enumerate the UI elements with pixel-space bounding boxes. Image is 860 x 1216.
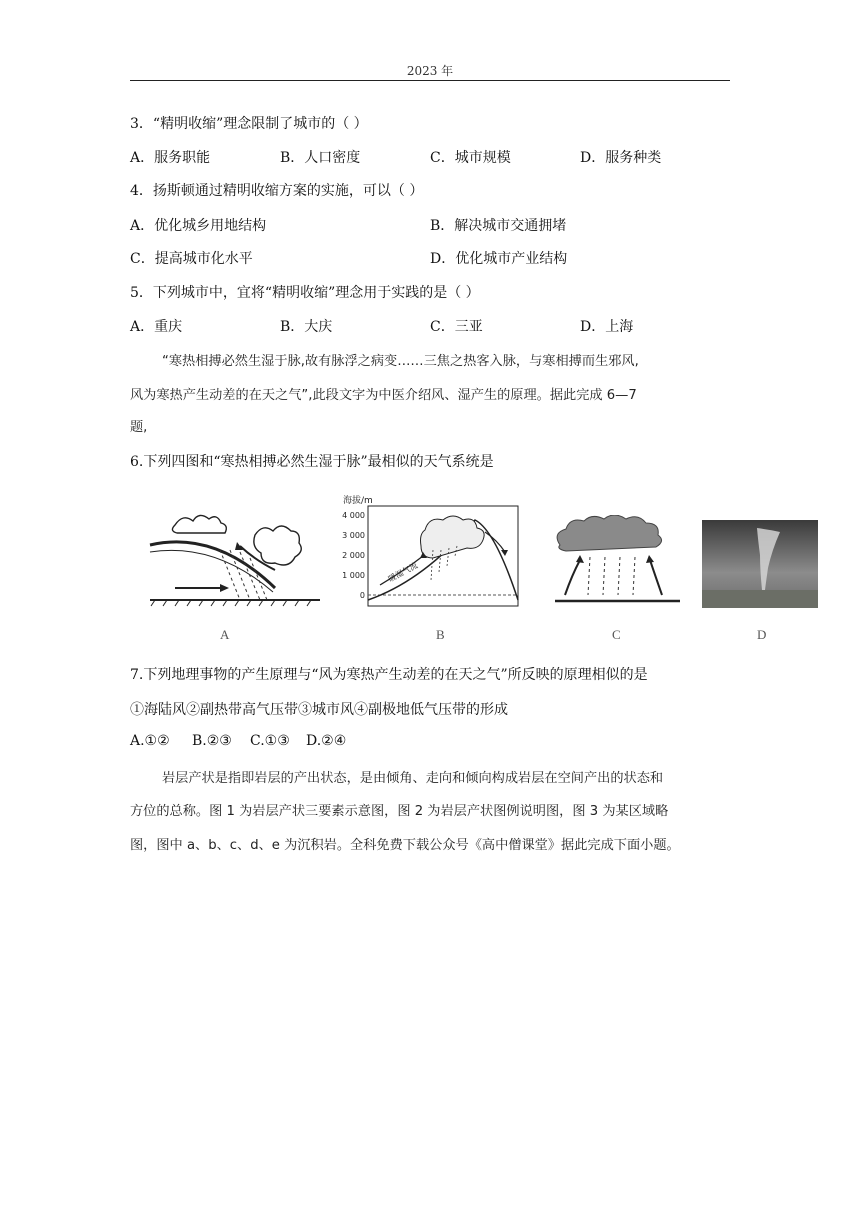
q3-option-c: C．城市规模 [430, 150, 511, 166]
q3-option-b: B．人口密度 [280, 150, 361, 166]
passage1-line3: 题, [130, 420, 148, 435]
figure-b-ylabel: 海拔/m [343, 496, 373, 506]
figure-b-tick: 2 000 [342, 551, 365, 560]
q7-option-c: C.①③ [250, 733, 290, 749]
figure-c-convection [550, 515, 685, 610]
q5-option-c: C．三亚 [430, 319, 483, 335]
figure-b-airflow-label: 暖湿气流 [386, 560, 420, 584]
page-header: 2023 年 [406, 64, 454, 78]
passage2-line3: 图，图中 a、b、c、d、e 为沉积岩。全科免费下载公众号《高中僧课堂》据此完成下面小题。 [130, 838, 680, 853]
q7-stem: 7.下列地理事物的产生原理与“风为寒热产生动差的在天之气”所反映的原理相似的是 [130, 667, 648, 683]
passage1-line2: 风为寒热产生动差的在天之气”,此段文字为中医介绍风、湿产生的原理。据此完成 6—7 [130, 388, 637, 403]
q3-option-d: D．服务种类 [580, 150, 662, 166]
figure-c-label: C [612, 627, 621, 642]
q4-stem: 4．扬斯顿通过精明收缩方案的实施，可以（ ） [130, 183, 424, 199]
q4-option-c: C．提高城市化水平 [130, 251, 253, 267]
figure-b-tick: 4 000 [342, 511, 365, 520]
figure-b-label: B [436, 627, 445, 642]
figure-b-orographic [335, 490, 525, 610]
q5-option-d: D．上海 [580, 319, 634, 335]
q3-option-a: A．服务职能 [130, 150, 211, 166]
figure-d-tornado-photo [702, 520, 818, 608]
q5-option-b: B．大庆 [280, 319, 333, 335]
figure-b-tick: 0 [359, 591, 365, 600]
q5-stem: 5．下列城市中，宜将“精明收缩”理念用于实践的是（ ） [130, 285, 480, 301]
passage1-line1: “寒热相搏必然生湿于脉,故有脉浮之病变……三焦之热客入脉，与寒相搏而生邪风, [162, 354, 639, 369]
q6-stem: 6.下列四图和“寒热相搏必然生湿于脉”最相似的天气系统是 [130, 454, 494, 470]
q4-option-a: A．优化城乡用地结构 [130, 218, 267, 234]
header-rule [130, 80, 730, 81]
q7-items: ①海陆风②副热带高气压带③城市风④副极地低气压带的形成 [130, 702, 508, 718]
q3-stem: 3．“精明收缩”理念限制了城市的（ ） [130, 116, 368, 132]
figure-b-tick: 1 000 [342, 571, 365, 580]
q7-option-b: B.②③ [192, 733, 232, 749]
q5-option-a: A．重庆 [130, 319, 183, 335]
q4-option-d: D．优化城市产业结构 [430, 251, 568, 267]
figure-a-label: A [220, 627, 230, 642]
figure-a-cold-front [145, 480, 325, 610]
figure-d-label: D [757, 627, 767, 642]
figure-b-tick: 3 000 [342, 531, 365, 540]
passage2-line2: 方位的总称。图 1 为岩层产状三要素示意图，图 2 为岩层产状图例说明图，图 3 为某区域略 [130, 804, 669, 819]
q7-option-d: D.②④ [306, 733, 347, 749]
q7-option-a: A.①② [130, 733, 170, 749]
passage2-line1: 岩层产状是指即岩层的产出状态，是由倾角、走向和倾向构成岩层在空间产出的状态和 [162, 771, 664, 786]
q4-option-b: B．解决城市交通拥堵 [430, 218, 567, 234]
